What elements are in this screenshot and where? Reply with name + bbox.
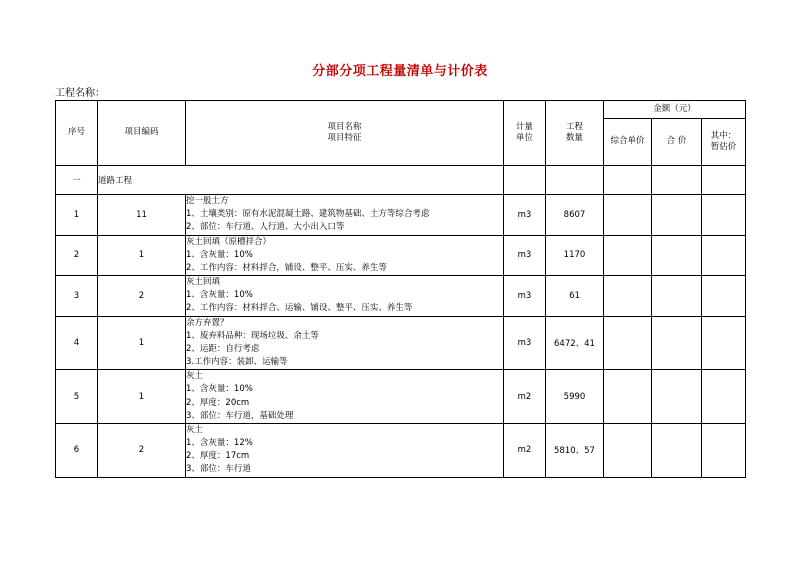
- row-estimated-price: [702, 276, 746, 317]
- table-row: [56, 423, 746, 477]
- row-unit-price: [604, 316, 652, 370]
- row-unit: m3: [504, 195, 546, 236]
- row-description: [186, 370, 504, 424]
- table-row: [56, 195, 746, 236]
- row-quantity: 5990: [546, 370, 604, 424]
- section-name: 道路工程: [98, 166, 504, 195]
- section-estimated: [702, 166, 746, 195]
- row-desc-line: 1、废弃料品种：现场垃圾、余土等: [186, 330, 319, 341]
- page-title: 分部分项工程量清单与计价表: [312, 64, 488, 79]
- row-desc-line: 挖一般土方: [186, 196, 229, 206]
- row-quantity: 5810、57: [546, 423, 604, 477]
- row-quantity: 6472、41: [546, 316, 604, 370]
- row-total-price: [652, 195, 702, 236]
- row-code: 2: [98, 276, 186, 317]
- header-unit-line2: 单位: [515, 133, 533, 143]
- row-code: 11: [98, 195, 186, 236]
- row-desc-line: 余方弃置？: [186, 317, 229, 328]
- row-code: 1: [98, 235, 186, 276]
- row-seq: 2: [56, 235, 98, 276]
- row-desc-line: 2、工作内容：材料拌合，铺设、整平、压实、养生等: [186, 262, 387, 273]
- row-unit-price: [604, 195, 652, 236]
- table-row: [56, 316, 746, 370]
- header-unit-line1: 计量: [515, 121, 533, 132]
- header-estimated-line1: 其中：: [710, 130, 737, 141]
- row-seq: 4: [56, 316, 98, 370]
- row-desc-line: 灰土回填（原槽拌合）: [186, 236, 272, 247]
- row-seq: 1: [56, 195, 98, 236]
- row-desc-line: 1、土壤类别：原有水泥混凝土路、建筑物基础、土方等综合考虑: [186, 209, 430, 220]
- row-seq: 5: [56, 370, 98, 424]
- row-total-price: [652, 423, 702, 477]
- row-total-price: [652, 316, 702, 370]
- row-desc-line: 1、含灰量：10%: [186, 290, 253, 301]
- row-desc-line: 1、含灰量：12%: [186, 438, 253, 449]
- header-estimated-price: [702, 119, 746, 166]
- header-quantity: [546, 101, 604, 166]
- row-desc-line: 3.工作内容：装卸、运输等: [186, 357, 288, 368]
- row-description: [186, 235, 504, 276]
- row-description: [186, 423, 504, 477]
- row-desc-line: 灰土回填: [186, 277, 221, 288]
- row-quantity: 8607: [546, 195, 604, 236]
- row-unit: m2: [504, 423, 546, 477]
- row-seq: 6: [56, 423, 98, 477]
- row-description: [186, 276, 504, 317]
- header-name: [186, 101, 504, 166]
- row-desc-line: 1、含灰量：10%: [186, 384, 253, 395]
- row-unit: m2: [504, 370, 546, 424]
- header-unit: [504, 101, 546, 166]
- header-name-line2: 项目特征: [327, 133, 362, 143]
- row-estimated-price: [702, 370, 746, 424]
- table-header-group-row: [56, 101, 746, 119]
- header-amount-group: 金额（元）: [604, 101, 746, 119]
- header-qty-line1: 工程: [565, 121, 583, 132]
- row-unit: m3: [504, 276, 546, 317]
- row-estimated-price: [702, 423, 746, 477]
- section-unit: [504, 166, 546, 195]
- header-unit-price: 综合单价: [604, 119, 652, 166]
- row-desc-line: 1、含灰量：10%: [186, 249, 253, 260]
- row-unit-price: [604, 423, 652, 477]
- row-total-price: [652, 370, 702, 424]
- row-desc-line: 3、部位：车行道: [186, 464, 251, 475]
- row-quantity: 61: [546, 276, 604, 317]
- row-description: [186, 195, 504, 236]
- row-desc-line: 2、厚度：20cm: [186, 397, 250, 408]
- row-desc-line: 2、运距：自行考虑: [186, 343, 260, 354]
- row-unit-price: [604, 276, 652, 317]
- header-code: 项目编码: [98, 101, 186, 166]
- header-total-price: 合 价: [652, 119, 702, 166]
- header-qty-line2: 数量: [565, 133, 583, 143]
- bill-of-quantities-table: [55, 100, 746, 478]
- header-name-line1: 项目名称: [327, 121, 362, 132]
- row-code: 1: [98, 370, 186, 424]
- row-unit-price: [604, 235, 652, 276]
- row-unit-price: [604, 370, 652, 424]
- header-estimated-line2: 暂估价: [710, 142, 737, 152]
- row-code: 1: [98, 316, 186, 370]
- header-seq: 序号: [56, 101, 98, 166]
- section-seq: 一: [56, 166, 98, 195]
- row-estimated-price: [702, 316, 746, 370]
- row-description: [186, 316, 504, 370]
- row-total-price: [652, 235, 702, 276]
- section-total-price: [652, 166, 702, 195]
- row-desc-line: 2、厚度：17cm: [186, 451, 250, 462]
- row-desc-line: 3、部位：车行道，基础处理: [186, 410, 294, 421]
- row-code: 2: [98, 423, 186, 477]
- row-estimated-price: [702, 235, 746, 276]
- table-row: [56, 276, 746, 317]
- row-seq: 3: [56, 276, 98, 317]
- row-desc-line: 2、工作内容：材料拌合、运输、铺设、整平、压实、养生等: [186, 303, 413, 314]
- table-row: [56, 370, 746, 424]
- section-qty: [546, 166, 604, 195]
- project-name-label: 工程名称：: [55, 88, 105, 99]
- row-estimated-price: [702, 195, 746, 236]
- row-desc-line: 灰土: [186, 371, 204, 382]
- row-unit: m3: [504, 235, 546, 276]
- row-quantity: 1170: [546, 235, 604, 276]
- row-desc-line: 灰土: [186, 424, 204, 435]
- row-unit: m3: [504, 316, 546, 370]
- row-desc-line: 2、部位：车行道、人行道、大小出入口等: [186, 222, 345, 233]
- section-unit-price: [604, 166, 652, 195]
- row-total-price: [652, 276, 702, 317]
- table-row: [56, 235, 746, 276]
- section-row: [56, 166, 746, 195]
